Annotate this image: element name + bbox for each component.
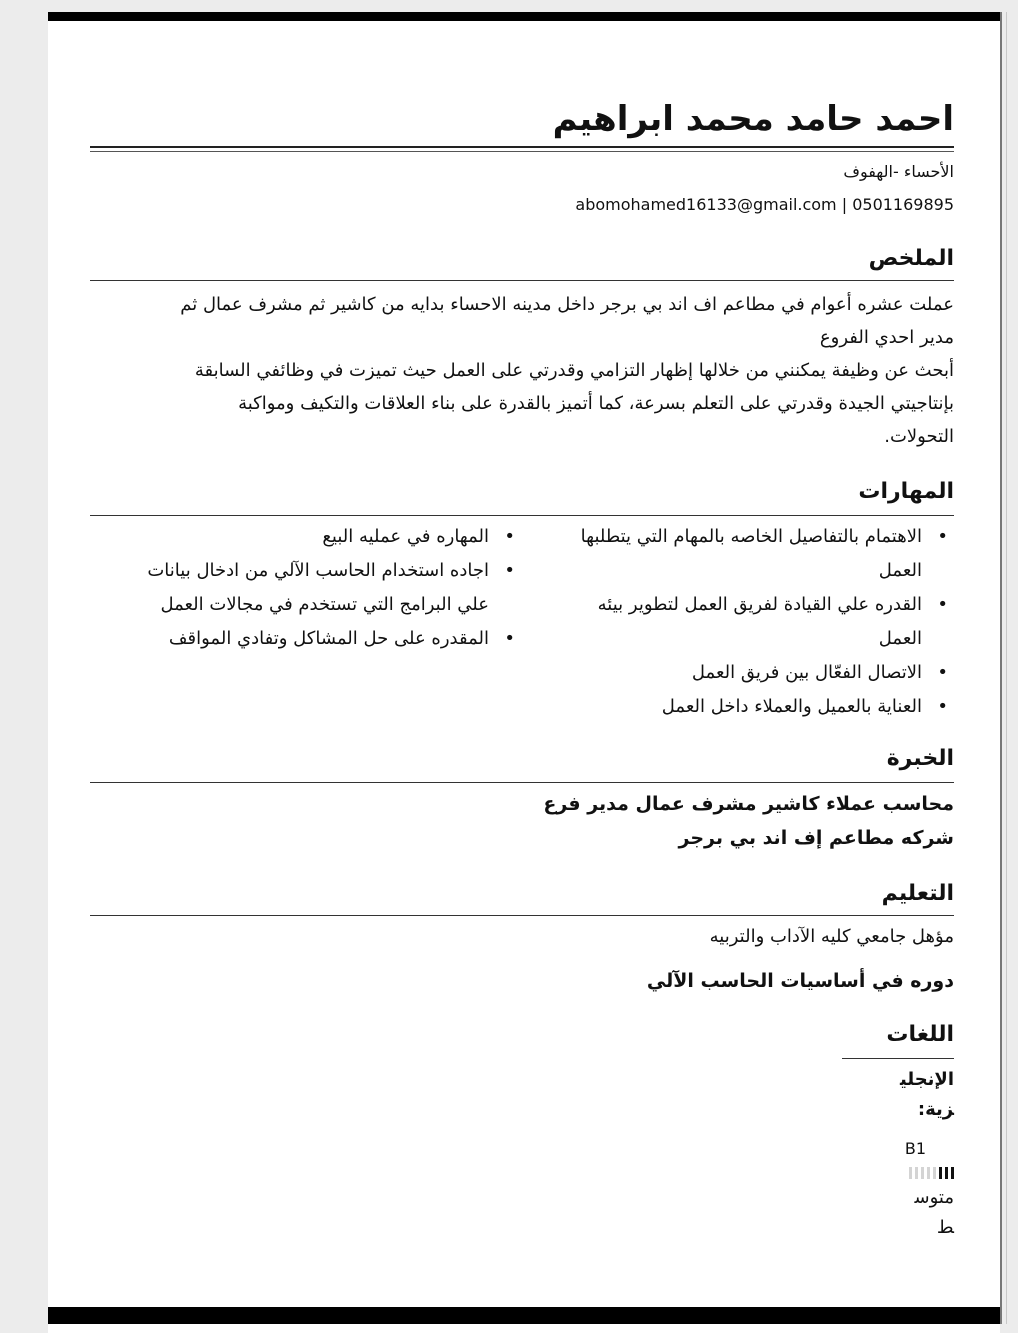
summary-text [90, 288, 954, 453]
education-heading: التعليم [881, 881, 954, 906]
experience-divider [90, 782, 954, 783]
bullet-icon: • [937, 526, 948, 547]
languages-divider [842, 1058, 954, 1059]
summary-divider [90, 280, 954, 281]
job-role: محاسب عملاء كاشير مشرف عمال مدير فرع [543, 793, 954, 815]
scrollbar-track[interactable] [1000, 12, 1002, 1324]
level-tick [939, 1167, 942, 1179]
scrollbar-edge [1006, 12, 1007, 1324]
name-divider-thin [90, 151, 954, 152]
skills-list-right [579, 520, 954, 724]
contact-info: abomohamed16133@gmail.com | 0501169895 [575, 195, 954, 214]
skills-heading: المهارات [858, 479, 954, 504]
skill-item: • الاهتمام بالتفاصيل الخاصه بالمهام التي يتطلبها العمل [579, 520, 954, 588]
level-tick [933, 1167, 936, 1179]
language-name: الإنجليزية: [900, 1069, 954, 1120]
language-level-meter [898, 1167, 954, 1179]
languages-heading: اللغات [886, 1022, 954, 1047]
bullet-icon: • [937, 696, 948, 717]
summary-line: مدير احدي الفروع [819, 327, 954, 348]
degree: مؤهل جامعي كليه الآداب والتربيه [709, 926, 954, 947]
skills-divider [90, 515, 954, 516]
bullet-icon: • [937, 594, 948, 615]
summary-line: أبحث عن وظيفة يمكنني من خلالها إظهار التزامي وقدرتي على العمل حيث تميزت في وظائفي السابقة [194, 360, 954, 381]
language-level-code: B1 [904, 1139, 926, 1158]
company-name: شركه مطاعم إف اند بي برجر [678, 827, 954, 849]
education-divider [90, 915, 954, 916]
course: دوره في أساسيات الحاسب الآلي [646, 970, 954, 992]
summary-line: بإنتاجيتي الجيدة وقدرتي على التعلم بسرعة، كما أتميز بالقدرة على بناء العلاقات والتكيف ومواكبة [238, 393, 954, 414]
language-level-text: متوسط [914, 1187, 954, 1238]
level-tick [927, 1167, 930, 1179]
level-tick [951, 1167, 954, 1179]
location: الأحساء -الهفوف [843, 162, 954, 181]
summary-line: التحولات. [884, 426, 954, 447]
bullet-icon: • [937, 662, 948, 683]
summary-heading: الملخص [868, 246, 954, 271]
skill-item: • المهاره في عمليه البيع [121, 520, 521, 554]
skill-item: • اجاده استخدام الحاسب الآلي من ادخال بيانات علي البرامج التي تستخدم في مجالات العمل [121, 554, 521, 622]
bullet-icon: • [504, 560, 515, 581]
level-tick [945, 1167, 948, 1179]
level-tick [915, 1167, 918, 1179]
skill-item: • المقدره على حل المشاكل وتفادي المواقف [121, 622, 521, 656]
level-tick [921, 1167, 924, 1179]
skill-item: • الاتصال الفعّال بين فريق العمل [579, 656, 954, 690]
resume-page [48, 12, 1000, 1333]
skill-item: • القدره علي القيادة لفريق العمل لتطوير بيئه العمل [579, 588, 954, 656]
level-tick [909, 1167, 912, 1179]
bullet-icon: • [504, 628, 515, 649]
skills-list-left [121, 520, 521, 656]
bullet-icon: • [504, 526, 515, 547]
full-name: احمد حامد محمد ابراهيم [552, 99, 954, 139]
name-divider [90, 146, 954, 148]
page-bottom-bar [48, 1307, 1000, 1324]
summary-line: عملت عشره أعوام في مطاعم اف اند بي برجر داخل مدينه الاحساء بدايه من كاشير ثم مشرف عمال ثم [180, 294, 954, 315]
experience-heading: الخبرة [886, 746, 954, 771]
skill-item: • العناية بالعميل والعملاء داخل العمل [579, 690, 954, 724]
